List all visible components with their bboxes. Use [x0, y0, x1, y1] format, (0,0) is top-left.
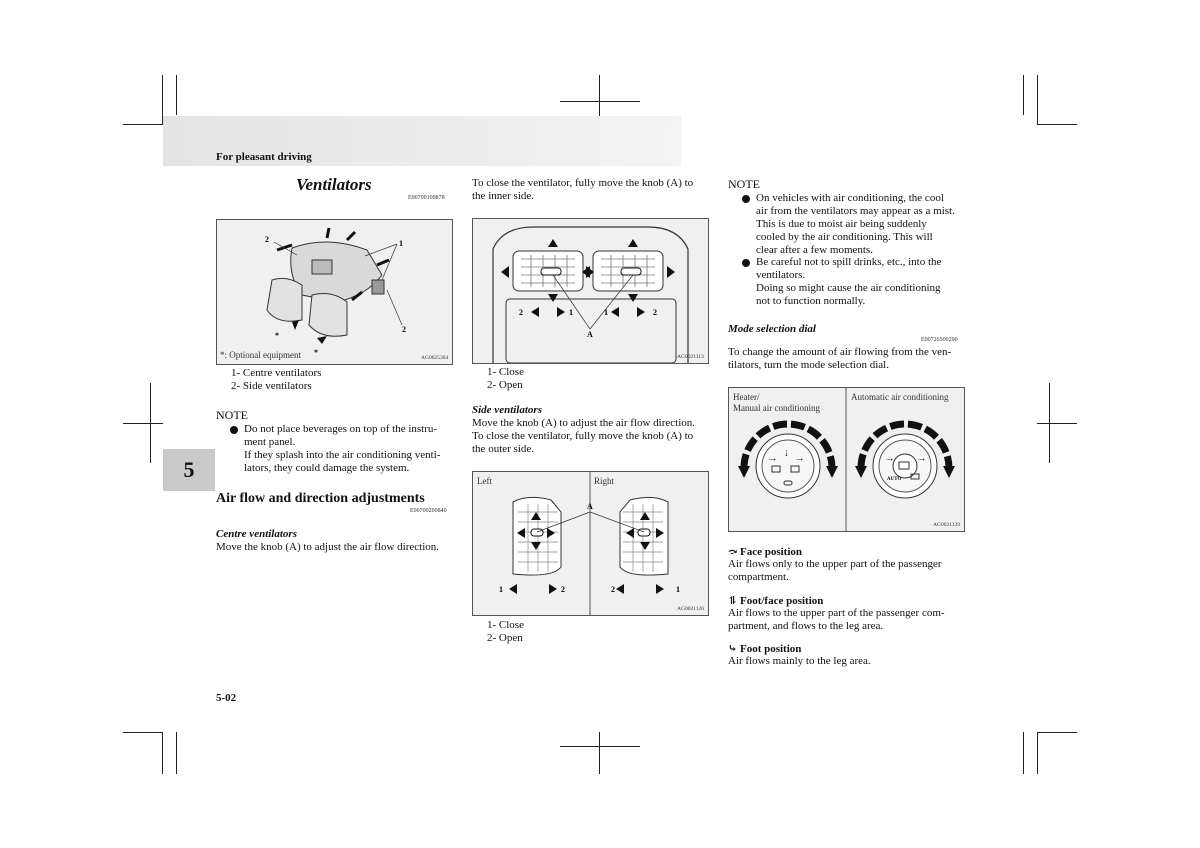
note-bullet [742, 192, 955, 257]
callout-asterisk-b: * [314, 348, 318, 357]
figure-code: AG0021126 [677, 606, 704, 612]
note-line: lators, they could damage the system. [244, 462, 410, 474]
heater-label: Heater/ [733, 392, 760, 402]
chapter-tab: 5 [163, 449, 215, 491]
page-number: 5-02 [216, 692, 237, 704]
page-title: Ventilators [296, 175, 372, 194]
paragraph: partment, and flows to the leg area. [728, 620, 884, 632]
note-heading: NOTE [728, 177, 760, 191]
paragraph: To change the amount of air flowing from the ven- [728, 346, 952, 358]
callout-a: A [587, 330, 593, 339]
paragraph: tilators, turn the mode selection dial. [728, 359, 889, 371]
section-heading: Air flow and direction adjustments [216, 491, 425, 506]
figure-code: AG0025364 [421, 355, 449, 361]
centre-vent-illustration [473, 219, 708, 363]
callout-2: 2 [519, 308, 523, 317]
note-bullet [742, 256, 941, 308]
face-heading-text: Face position [739, 546, 802, 558]
section-code: E00726500290 [921, 337, 958, 343]
crop-mark [599, 732, 600, 774]
paragraph: Air flows to the upper part of the passenger com- [728, 607, 945, 619]
callout-2: 2 [265, 235, 269, 244]
callout-1b: 1 [604, 308, 608, 317]
right-label: Right [594, 476, 615, 486]
crop-mark [176, 75, 177, 115]
centre-vent-figure [472, 218, 709, 364]
crop-mark [560, 746, 640, 747]
crop-mark [1023, 732, 1024, 774]
paragraph: the inner side. [472, 190, 535, 202]
callout-1: 1 [569, 308, 573, 317]
section-code: E00700200840 [410, 508, 447, 514]
bullet-icon [742, 259, 750, 267]
svg-text:⇢: ⇢ [796, 455, 803, 464]
crop-mark [123, 732, 163, 733]
crop-mark [176, 732, 177, 774]
paragraph: Air flows mainly to the leg area. [728, 655, 871, 667]
crop-mark [150, 383, 151, 463]
callout-2: 2 [561, 585, 565, 594]
svg-text:⇣: ⇣ [783, 449, 790, 458]
bullet-icon [230, 426, 238, 434]
note-line: On vehicles with air conditioning, the cool [756, 192, 944, 204]
crop-mark [1037, 124, 1077, 125]
face-heading [728, 545, 802, 558]
svg-text:⇢: ⇢ [769, 455, 776, 464]
paragraph: Move the knob (A) to adjust the air flow direction. [472, 417, 696, 429]
note-line: Be careful not to spill drinks, etc., into the [756, 256, 942, 268]
callout-2b: 2 [611, 585, 615, 594]
subheading: Centre ventilators [216, 528, 297, 540]
section-title: For pleasant driving [216, 151, 312, 163]
auto-label: AUTO [887, 477, 902, 482]
figure-code: AG0021139 [933, 522, 960, 528]
crop-mark [123, 124, 163, 125]
list-item: 1- Close [487, 366, 524, 378]
foot-icon: ⤷ [728, 643, 738, 655]
footnote-text: *: Optional equipment [220, 350, 301, 360]
callout-1: 1 [499, 585, 503, 594]
callout-asterisk: * [275, 331, 279, 340]
svg-text:⇢: ⇢ [886, 455, 893, 464]
note-line: clear after a few moments. [756, 244, 873, 256]
auto-ac-label: Automatic air conditioning [851, 392, 949, 402]
note-line: This is due to moist air being suddenly [756, 218, 927, 230]
svg-text:⇢: ⇢ [918, 455, 925, 464]
mode-dial-figure [728, 387, 965, 532]
note-line: air from the ventilators may appear as a mist. [756, 205, 955, 217]
face-icon: ⤼ [728, 546, 738, 558]
crop-mark [1023, 75, 1024, 115]
crop-mark [1037, 75, 1038, 125]
list-item: 2- Side ventilators [231, 380, 312, 392]
note-line: not to function normally. [756, 295, 866, 307]
title-code: E00700100878 [408, 195, 445, 201]
foot-heading-text: Foot position [739, 643, 802, 655]
crop-mark [1037, 732, 1038, 774]
note-heading: NOTE [216, 408, 248, 422]
crop-mark [1049, 383, 1050, 463]
list-item: 1- Close [487, 619, 524, 631]
list-item: 2- Open [487, 379, 523, 391]
crop-mark [560, 101, 640, 102]
paragraph: Move the knob (A) to adjust the air flow direction. [216, 541, 440, 553]
callout-a: A [587, 502, 593, 511]
note-bullet [230, 423, 440, 475]
note-line: ventilators. [756, 269, 806, 281]
footface-heading [728, 594, 823, 607]
paragraph: compartment. [728, 571, 789, 583]
side-vent-figure [472, 471, 709, 616]
left-label: Left [477, 476, 492, 486]
subheading: Mode selection dial [728, 323, 816, 335]
subheading: Side ventilators [472, 404, 542, 416]
foot-face-icon: ⥮ [728, 595, 738, 607]
paragraph: To close the ventilator, fully move the knob (A) to [472, 177, 694, 189]
callout-1: 1 [399, 239, 403, 248]
figure-code: AG0021113 [677, 354, 704, 360]
crop-mark [1037, 732, 1077, 733]
note-line: cooled by the air conditioning. This will [756, 231, 933, 243]
note-line: ment panel. [244, 436, 296, 448]
note-line: Doing so might cause the air conditioning [756, 282, 941, 294]
callout-2b: 2 [653, 308, 657, 317]
note-line: Do not place beverages on top of the instru- [244, 423, 438, 435]
dashboard-illustration [217, 220, 452, 364]
paragraph: Air flows only to the upper part of the passenger [728, 558, 942, 570]
note-line: If they splash into the air conditioning venti- [244, 449, 441, 461]
paragraph: the outer side. [472, 443, 535, 455]
crop-mark [1037, 423, 1077, 424]
bullet-icon [742, 195, 750, 203]
paragraph: To close the ventilator, fully move the knob (A) to [472, 430, 694, 442]
list-item: 1- Centre ventilators [231, 367, 322, 379]
callout-1b: 1 [676, 585, 680, 594]
foot-heading [728, 642, 801, 655]
footface-heading-text: Foot/face position [739, 595, 824, 607]
list-item: 2- Open [487, 632, 523, 644]
crop-mark [123, 423, 163, 424]
manual-ac-label: Manual air conditioning [733, 403, 820, 413]
side-vent-illustration [473, 472, 708, 615]
crop-mark [162, 732, 163, 774]
dashboard-figure [216, 219, 453, 365]
callout-2b: 2 [402, 325, 406, 334]
